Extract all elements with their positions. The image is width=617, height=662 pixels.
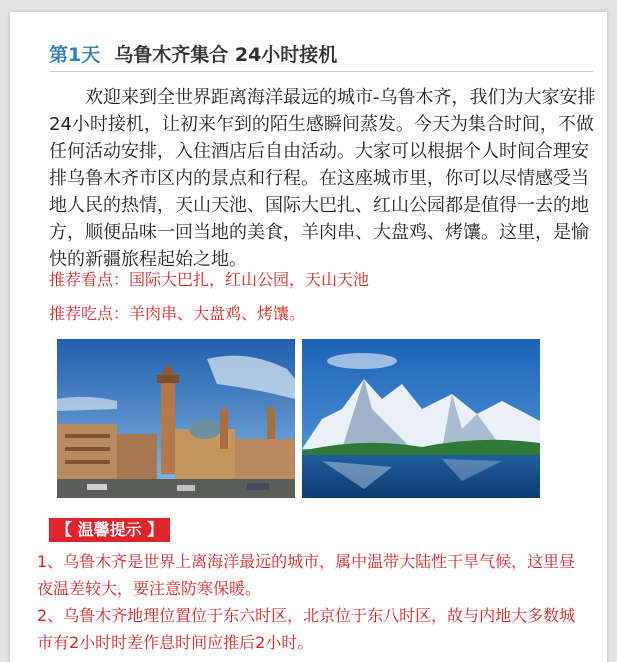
tips-list xyxy=(37,548,585,656)
recommended-sights: 推荐看点：国际大巴扎，红山公园，天山天池 xyxy=(49,270,370,289)
day-header xyxy=(49,40,337,70)
tip-item: 1、乌鲁木齐是世界上离海洋最远的城市，属中温带大陆性干旱气候，这里昼夜温差较大，要注意防寒保暖。 xyxy=(37,552,576,598)
tip-item: 2、乌鲁木齐地理位置位于东六时区，北京位于东八时区，故与内地大多数城市有2小时时差作息时间应推后2小时。 xyxy=(37,606,576,652)
bazaar-photo xyxy=(57,339,295,498)
day-title: 乌鲁木齐集合 24小时接机 xyxy=(114,44,338,66)
recommended-food: 推荐吃点：羊肉串、大盘鸡、烤馕。 xyxy=(49,304,306,323)
itinerary-card xyxy=(10,12,607,662)
header-divider xyxy=(49,71,593,72)
tips-badge: 【 温馨提示 】 xyxy=(49,518,170,542)
tianchi-lake-photo xyxy=(302,339,540,498)
day-label: 第1天 xyxy=(49,44,101,66)
intro-paragraph: 欢迎来到全世界距离海洋最远的城市-乌鲁木齐，我们为大家安排24小时接机，让初来乍到的陌生感瞬间蒸发。今天为集合时间，不做任何活动安排，入住酒店后自由活动。大家可以根据个人时间合理安排乌鲁木齐市区内的景点和行程。在这座城市里，你可以尽情感受当地人民的热情，天山天池、国际大巴扎、红山公园都是值得一去的地方，顺便品味一回当地的美食，羊肉串、大盘鸡、烤馕。这里，是愉快的新疆旅程起始之地。 xyxy=(49,87,596,270)
